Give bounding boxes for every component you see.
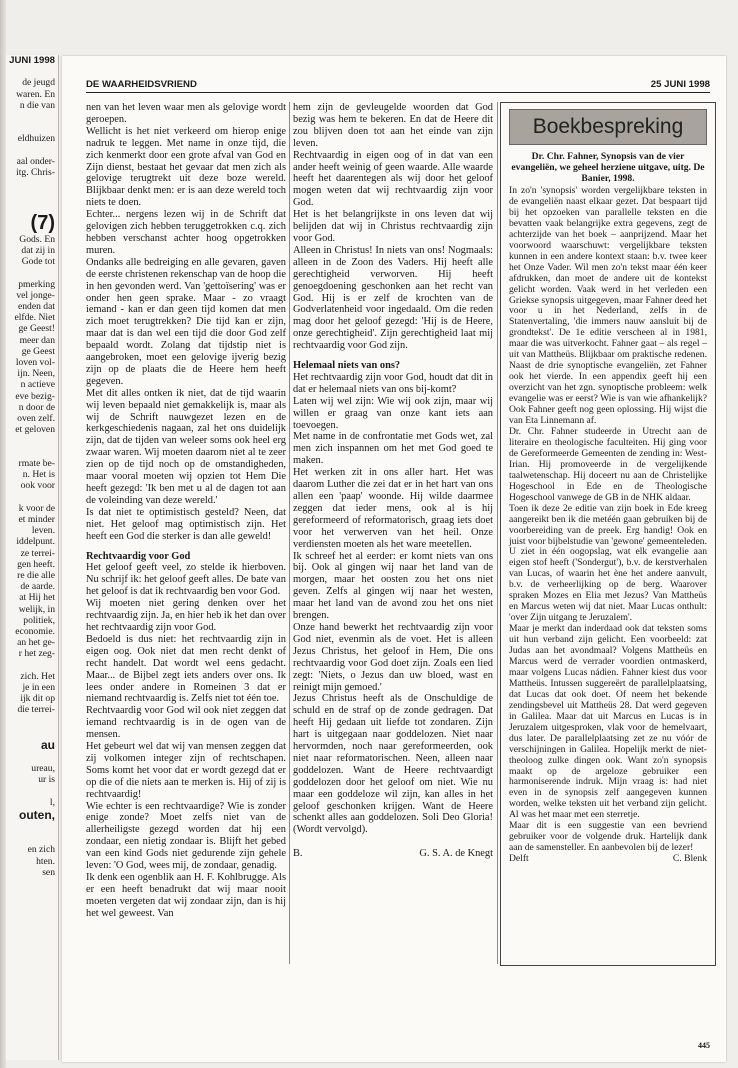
- prev-page-line: k voor de: [18, 502, 55, 514]
- article-paragraph: Bedoeld is dus niet: het rechtvaardig zijn in eigen oog. Ook niet dat men recht denkt of recht handelt. Dat wordt wel eens gedacht. Maar... de Bijbel zegt iets anders over ons. Ik lees onder andere in Romeinen 3 dat er niemand rechtvaardig is. Zelfs niet tot één toe.: [86, 633, 286, 705]
- section-heading: Rechtvaardig voor God: [86, 550, 191, 562]
- prev-page-line: ureau,: [31, 763, 55, 775]
- prev-page-line: aal onder-: [16, 155, 55, 167]
- prev-page-line: n actieve: [20, 379, 55, 391]
- prev-page-line: ijk dit op: [20, 693, 55, 705]
- article-paragraph: Is dat niet te optimistisch gesteld? Neen, dat niet. Het geloof mag optimistisch zijn. Het heeft een God die sterker is dan alle geweld!: [86, 506, 286, 542]
- prev-page-line: [6, 447, 58, 458]
- article-paragraph: hem zijn de gevleugelde woorden dat God bezig was hem te bekeren. En dat de Heere dit zou blijven doen tot aan het einde van zijn leven.: [293, 102, 493, 149]
- prev-page-line: [6, 189, 58, 200]
- prev-page-line: [6, 833, 58, 844]
- article-paragraph: Ik schreef het al eerder: er komt niets van ons bij. Ook al gingen wij naar het land van de morgen, maar het oosten zou het ons niet geven. Zelfs al gingen wij naar het westen, maar het land van de avond zou het ons niet brengen.: [293, 550, 493, 622]
- article-paragraph: Laten wij wel zijn: Wie wij ook zijn, maar wij willen er graag van onze kant iets aan toevoegen.: [293, 395, 493, 431]
- prev-page-line: waren. En: [16, 88, 55, 100]
- prev-page-line: leven.: [31, 525, 55, 537]
- article-paragraph: Wij moeten niet gering denken over het rechtvaardig zijn. Ja, en hier heb ik het dan over het rechtvaardig zijn voor God.: [86, 598, 286, 633]
- newspaper-page: [62, 56, 726, 1062]
- article-paragraph: Wellicht is het niet verkeerd om hierop enige nadruk te leggen. Met name in onze tijd, die zich kenmerkt door een grote afval van God en Zijn dienst, bestaat het gevaar dat men zich als gelovige terugtrekt uit deze boze wereld. Blijkbaar denkt men: er is aan deze wereld toch niets te doen.: [86, 125, 286, 209]
- review-place: Delft: [509, 853, 529, 865]
- prev-page-line: je in een: [22, 681, 55, 693]
- prev-page-line: [6, 111, 58, 122]
- article-paragraph: Met name in de confrontatie met Gods wet, zal men zich inspannen om het met God goed te maken.: [293, 431, 493, 467]
- prev-page-line: [6, 201, 58, 212]
- prev-page-line: outen,: [19, 808, 55, 822]
- prev-page-line: [6, 727, 58, 738]
- article-paragraph: Met dit alles ontken ik niet, dat de tijd waarin wij leven bepaald niet gemakkelijk is, maar als wij de Schrift nauwgezet lezen en de kerkgeschiedenis nagaan, zal het ons duidelijk zijn, dat de tijden van weleer soms ook heel erg zwaar waren. Wij moeten daarom niet al te zeer zien op de tijd noch op de omstandigheden, maar vooral moeten wij opzien tot Hem Die heeft gezegd: 'Ik ben met u al de dagen tot aan de voleinding van deze wereld.': [86, 387, 286, 506]
- article-paragraph: Het gebeurt wel dat wij van mensen zeggen dat zij volkomen integer zijn of rechtschapen. Soms komt het voor dat er wordt gezegd dat er op die of die niets aan te merken is. Hij of zij is rechtvaardig!: [86, 741, 286, 800]
- prev-page-line: n. Het is: [22, 469, 55, 481]
- article-paragraph: Jezus Christus heeft als de Onschuldige de schuld en de straf op de zonde gedragen. Dat heeft Hij gedaan uit liefde tot zondaren. Zijn hart is uitgegaan naar goddelozen. Niet naar hervormden, noch naar gereformeerden, ook niet naar reformatorischen. Neen, alleen naar goddelozen. Want de Heere rechtvaardigt goddelozen door het geloof om niet. Wie nu maar een goddeloze wil zijn, kan alles in het geloof geschonken krijgen. Want de Heere schenkt alles aan goddelozen. Soli Deo Gloria! (Wordt vervolgd).: [293, 693, 493, 836]
- article-paragraph: nen van het leven waar men als gelovige wordt geroepen.: [86, 102, 286, 125]
- page-number: 445: [698, 1041, 710, 1050]
- article-paragraph: Wie echter is een rechtvaardige? Wie is zonder enige zonde? Moet zelfs niet van de allerheiligste gezegd worden dat hij een zondaar, een nietig zondaar is. Blijft het gebed van een kind Gods niet gedurende zijn gehele leven: 'O God, wees mij, de zondaar, genadig.: [86, 800, 286, 872]
- prev-page-line: re die alle: [17, 569, 55, 581]
- prev-page-line: [6, 66, 58, 77]
- prev-page-line: [6, 178, 58, 189]
- review-body: [501, 145, 715, 865]
- article-paragraph: Het rechtvaardig zijn voor God, houdt dat dit in dat er helemaal niets van ons bij-komt?: [293, 371, 493, 395]
- previous-page-strip: [6, 55, 59, 1060]
- prev-page-line: enden dat: [17, 301, 55, 313]
- prev-page-line: ook voor: [20, 480, 55, 492]
- review-paragraph: In zo'n 'synopsis' worden vergelijkbare teksten in de evangeliën naast elkaar gezet. Dat bespaart tijd bij het opzoeken van parallelle teksten en die bevatten vaak belangrijke extra gegevens, zegt de achterzijde van het boek – aanprijzend. Maar het voorwoord waarschuwt: vergelijkbare teksten kunnen in een andere kontext staan: b.v. twee keer het Onze Vader. Wil men zo'n tekst maar één keer afdrukken, dan moet de andere uit de kontekst gelicht worden. Vaak werd in het verleden een Griekse synopsis uitgegeven, maar Fahner deed het voor u in het Nederland, zelfs in de Statenvertaling, 'die immers nauw aansluit bij de grondtekst'. De 1e editie verscheen al in 1981, maar die was uitverkocht. Fahner gaat – als regel – uit van Mattheüs. Blijkbaar om praktische redenen. Naast de drie synoptische evangeliën, zet Fahner ook het vierde. In een appendix geeft hij een overzicht van het zgn. synoptische probleem: welk evangelie was er eerst? Wie is van wie afhankelijk? Ook Fahner geeft nog geen oplossing. Hij wijst die van Eta Linnemann af.: [509, 185, 707, 427]
- prev-page-line: politiek,: [23, 614, 55, 626]
- prev-page-line: [6, 492, 58, 503]
- prev-page-line: gen heeft.: [17, 558, 55, 570]
- article-paragraph: Ondanks alle bedreiging en alle gevaren, gaven de eerste christenen rekenschap van de hoop die in hen gevonden werd. Van 'gettoïsering' was er onder hen geen sprake. Maar - zo vraagt iemand - kan er dan geen tijd komen dat men zich moet terugtrekken? Die tijd kan er zijn, maar dat is dan wel een tijd die door God zelf bepaald wordt. Zolang dat tijdstip niet is aangebroken, moet een gelovige ijverig bezig zijn op de plaats die de Heere hem heeft gegeven.: [86, 256, 286, 387]
- prev-page-line: au: [40, 737, 55, 752]
- prev-page-line: (7): [30, 211, 55, 234]
- prev-page-line: ijn. Neen,: [17, 368, 55, 380]
- author-name: G. S. A. de Knegt: [419, 848, 493, 860]
- section-heading: Helemaal niets van ons?: [293, 360, 401, 372]
- prev-page-line: n door de: [18, 401, 55, 413]
- signature-initial: B.: [293, 848, 303, 860]
- article-paragraph: Het is het belangrijkste in ons leven dat wij belijden dat wij in Christus rechtvaardig zijn voor God.: [293, 209, 493, 244]
- review-author: C. Blenk: [672, 853, 707, 865]
- prev-page-line: de jeugd: [22, 77, 55, 89]
- prev-page-line: l,: [49, 796, 55, 808]
- prev-page-line: an het ge-: [17, 637, 55, 649]
- prev-page-line: meer dan: [19, 334, 55, 346]
- prev-page-line: et minder: [18, 513, 55, 525]
- prev-page-line: oven zelf.: [17, 413, 55, 425]
- review-banner: Boekbespreking: [509, 109, 707, 145]
- prev-page-line: Gods. En: [19, 233, 55, 245]
- prev-page-line: hten.: [36, 855, 55, 867]
- prev-page-line: itg. Chris-: [16, 167, 55, 179]
- prev-page-line: Gode tot: [21, 256, 55, 268]
- article-paragraph: Rechtvaardig voor God wil ook niet zeggen dat iemand rechtvaardig is in de ogen van de mensen.: [86, 705, 286, 741]
- prev-page-line: sen: [42, 866, 55, 878]
- prev-page-line: vel jonge-: [16, 289, 55, 301]
- prev-page-line: en zich: [27, 844, 55, 856]
- review-paragraph: Toen ik deze 2e editie van zijn boek in Ede kreeg aangereikt ben ik die metéén gaan gebruiken bij de voorbereiding van de preek. Erg handig! Ook en juist voor bijbelstudie van 'gewone' gemeenteleden. U ziet in één oogopslag, wat elk evangelie aan eigen stof heeft ('Sondergut'), b.v. de kerstverhalen van Lucas, of waarin het ène het andere aanvult, b.v. de verheerlijking op de berg. Waarover spraken Mozes en Elia met Jezus? Van Mattheüs en Marcus weten wij dat niet. Maar Lucas onthult: 'over Zijn uitgang te Jeruzalem'.: [509, 502, 707, 624]
- prev-page-line: ge Geest: [21, 345, 55, 357]
- prev-page-line: pmerking: [18, 278, 55, 290]
- prev-page-line: welijk, in: [18, 603, 55, 615]
- article-paragraph: Het werken zit in ons aller hart. Het was daarom Luther die zei dat er in het hart van ons allen een 'paap' woonde. Hij wilde daarmee zeggen dat ieder mens, ook al is hij gereformeerd of reformatorisch, graag iets doet voor het verwerven van het heil. Onze verdiensten moeten als het ware meetellen.: [293, 467, 493, 550]
- prev-page-line: [6, 786, 58, 797]
- column-divider: [497, 102, 498, 964]
- prev-page-line: rmate be-: [18, 457, 55, 469]
- prev-page-line: zich. Het: [20, 670, 55, 682]
- prev-page-line: ur is: [38, 774, 55, 786]
- article-paragraph: Echter... nergens lezen wij in de Schrift dat gelovigen zich hebben teruggetrokken c.q. zich hebben verschanst achter hoog opgetrokken muren.: [86, 209, 286, 256]
- column-divider: [289, 102, 290, 964]
- article-signature: [293, 848, 493, 860]
- review-paragraph: Dr. Chr. Fahner studeerde in Utrecht aan de literaire en theologische faculteiten. Hij ging voor de Gereformeerde Gemeenten de zending in: West-Irian. Hij promoveerde in de vergelijkende taalwetenschap. Hij doceert nu aan de Christelijke Hogeschool in Ede en de Theologische Hogeschool vanwege de GB in de NHK aldaar.: [509, 425, 707, 503]
- article-column-1: [86, 102, 286, 920]
- book-review-box: [500, 102, 716, 966]
- article-paragraph: Ik denk een ogenblik aan H. F. Kohlbrugge. Als er een heeft benadrukt dat wij maar nooit moeten vergeten dat wij zondaar zijn, dan is hij het wel geweest. Van: [86, 872, 286, 919]
- review-paragraph: Maar dit is een suggestie van een bevriend gebruiker voor de volgende druk. Hartelijk dank aan de samensteller. En aanbevolen bij de lezer!: [509, 820, 707, 854]
- prev-page-line: iddelpunt.: [16, 536, 55, 548]
- article-column-2: [293, 102, 493, 860]
- prev-page-line: n die van: [19, 99, 55, 111]
- review-signature: [509, 854, 707, 865]
- prev-page-line: at Hij het: [19, 592, 55, 604]
- prev-page-line: dat zij in: [21, 245, 55, 257]
- prev-page-line: elfde. Niet: [14, 312, 55, 324]
- article-paragraph: Het geloof geeft veel, zo stelde ik hierboven. Nu schrijf ik: het geloof geeft alles. De bate van het geloof is dat ik rechtvaardig ben voor God.: [86, 562, 286, 598]
- prev-page-line: [6, 716, 58, 727]
- prev-page-line: ge Geest!: [18, 323, 55, 335]
- prev-page-line: eve bezig-: [15, 390, 55, 402]
- running-header: [86, 78, 710, 93]
- article-paragraph: Rechtvaardig in eigen oog of in dat van een ander heeft weinig of geen waarde. Alle waarde heeft het daarentegen als wij door het geloof mogen weten dat wij rechtvaardig zijn voor God.: [293, 149, 493, 209]
- issue-date: 25 JUNI 1998: [650, 79, 710, 90]
- prev-page-line: [6, 822, 58, 833]
- prev-page-line: r het zeg-: [18, 648, 55, 660]
- prev-page-line: die terrei-: [17, 704, 55, 716]
- prev-page-line: economie.: [15, 625, 55, 637]
- prev-page-line: loven vol-: [15, 357, 55, 369]
- prev-page-line: JUNI 1998: [9, 55, 55, 66]
- prev-page-line: et geloven: [15, 424, 55, 436]
- prev-page-line: eldhuizen: [17, 133, 55, 145]
- article-paragraph: Onze hand bewerkt het rechtvaardig zijn voor God niet, evenmin als de voet. Het is alleen Jezus Christus, het geloof in Hem, Die ons rechtvaardig voor God doet zijn. Zoals een lied zegt: 'Niets, o Jezus dan uw bloed, wast en reinigt mijn gemoed.': [293, 621, 493, 693]
- prev-page-line: [6, 660, 58, 671]
- review-bibliography: Dr. Chr. Fahner, Synopsis van de vier evangeliën, we geheel herziene uitgave, uitg. De Banier, 1998.: [511, 151, 705, 184]
- prev-page-line: de aarde.: [20, 581, 55, 593]
- article-paragraph: Alleen in Christus! In niets van ons! Nogmaals: alleen in de Zoon des Vaders. Hij heeft alle gerechtigheid verworven. Hij heeft genoegdoening geschonken aan het recht van God. Hij is er zelf de krochten van de Godverlatenheid voor ingedaald. Om die reden mag door het geloof gezegd: 'Hij is de Heere, onze gerechtigheid'. Zijn gerechtigheid laat mij rechtvaardig voor God zijn.: [293, 244, 493, 352]
- prev-page-line: [6, 145, 58, 156]
- prev-page-line: [6, 267, 58, 278]
- prev-page-line: ze terrei-: [20, 547, 55, 559]
- publication-name: DE WAARHEIDSVRIEND: [86, 79, 197, 90]
- prev-page-line: [6, 752, 58, 763]
- review-paragraph: Maar je merkt dan inderdaad ook dat teksten soms uit hun verband zijn gelicht. Een voorbeeld: zat Judas aan het avondmaal? Volgens Mattheüs en Marcus werd de verrader voordien ontmaskerd, maar volgens Lucas nádien. Fahner kiest dus voor Mattheüs. Intussen suggereërt de parallelplaatsing, dat Lucas dat ook doet. Of neem het bekende zendingsbevel uit Mattheüs 28. Dat werd gegeven in Galilea. Maar dat uit Marcus en Lucas is in Jeruzalem uitgesproken, vlak voor de hemelvaart, dus later. De parallelplaatsing zet ze nu vóór de verschijningen in Galilea. Hopelijk merkt de niet-theoloog zulke dingen ook. Want zo'n synopsis maakt op de argeloze gebruiker een harmoniserende indruk. Mijn vraag is: had niet even in de synopsis zelf aangegeven kunnen worden, welke teksten uit het verband zijn gelicht. Al was het maar met een sterretje.: [509, 623, 707, 821]
- prev-page-line: [6, 436, 58, 447]
- prev-page-line: [6, 122, 58, 133]
